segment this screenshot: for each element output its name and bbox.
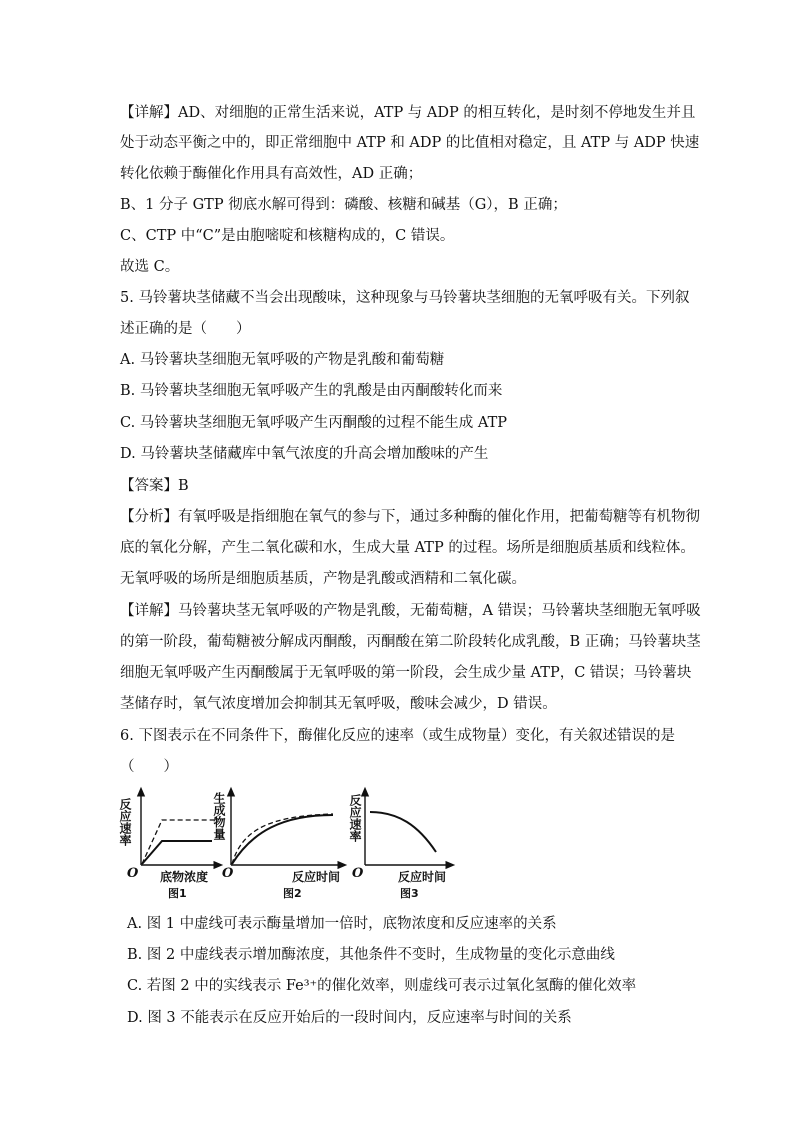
fig3-curve bbox=[370, 812, 436, 852]
explanation-line-2: 处于动态平衡之中的，即正常细胞中 ATP 和 ADP 的比值相对稳定，且 ATP 与 ADP 快速 bbox=[120, 135, 700, 151]
fig3-x-label: 反应时间 bbox=[398, 870, 447, 884]
q6-option-b: B. 图 2 中虚线表示增加酶浓度，其他条件不变时，生成物量的变化示意曲线 bbox=[127, 947, 615, 963]
fig1-caption: 图1 bbox=[168, 887, 187, 900]
q5-detail-line-3: 细胞无氧呼吸产生丙酮酸属于无氧呼吸的第一阶段，会生成少量 ATP，C 错误；马铃薯块 bbox=[120, 665, 692, 681]
fig3-origin: O bbox=[352, 866, 364, 881]
q5-stem-line-2: 述正确的是（ ） bbox=[120, 321, 251, 337]
explanation-line-6: 故选 C。 bbox=[120, 259, 180, 275]
fig2-dashed-curve bbox=[232, 814, 333, 864]
fig2-y-label: 生成物量 bbox=[212, 792, 226, 840]
fig1-x-label: 底物浓度 bbox=[160, 870, 209, 884]
q5-option-d: D. 马铃薯块茎储藏库中氧气浓度的升高会增加酸味的产生 bbox=[120, 446, 489, 462]
fig2-origin: O bbox=[222, 866, 234, 881]
fig2-x-label: 反应时间 bbox=[292, 870, 341, 884]
q5-detail-line-2: 的第一阶段，葡萄糖被分解成丙酮酸，丙酮酸在第二阶段转化成乳酸，B 正确；马铃薯块茎 bbox=[120, 634, 701, 650]
q5-detail-line-4: 茎储存时，氧气浓度增加会抑制其无氧呼吸，酸味会减少，D 错误。 bbox=[120, 696, 557, 712]
fig2-solid-curve bbox=[232, 815, 333, 864]
q6-stem-line-1: 6. 下图表示在不同条件下，酶催化反应的速率（或生成物量）变化，有关叙述错误的是 bbox=[120, 728, 675, 744]
q5-option-c: C. 马铃薯块茎细胞无氧呼吸产生丙酮酸的过程不能生成 ATP bbox=[120, 415, 508, 431]
q5-answer: 【答案】B bbox=[120, 478, 189, 494]
q6-stem-line-2: （ ） bbox=[120, 759, 178, 775]
q5-analysis-line-1: 【分析】有氧呼吸是指细胞在氧气的参与下，通过多种酶的催化作用，把葡萄糖等有机物彻 bbox=[120, 509, 700, 525]
q5-detail-line-1: 【详解】马铃薯块茎无氧呼吸的产物是乳酸，无葡萄糖，A 错误；马铃薯块茎细胞无氧呼吸 bbox=[120, 603, 701, 619]
q6-option-d: D. 图 3 不能表示在反应开始后的一段时间内，反应速率与时间的关系 bbox=[127, 1010, 572, 1026]
fig1-solid-curve bbox=[142, 841, 212, 864]
q5-option-a: A. 马铃薯块茎细胞无氧呼吸的产物是乳酸和葡萄糖 bbox=[120, 352, 445, 368]
explanation-line-1: 【详解】AD、对细胞的正常生活来说，ATP 与 ADP 的相互转化，是时刻不停地发生并且 bbox=[120, 105, 696, 121]
q5-analysis-line-2: 底的氧化分解，产生二氧化碳和水，生成大量 ATP 的过程。场所是细胞质基质和线粒体。 bbox=[120, 540, 695, 556]
explanation-line-4: B、1 分子 GTP 彻底水解可得到：磷酸、核糖和碱基（G），B 正确； bbox=[120, 197, 567, 213]
fig3-caption: 图3 bbox=[400, 887, 419, 900]
fig3-y-label: 反应速率 bbox=[348, 794, 362, 842]
q6-option-a: A. 图 1 中虚线可表示酶量增加一倍时，底物浓度和反应速率的关系 bbox=[127, 916, 557, 932]
q5-stem-line-1: 5. 马铃薯块茎储藏不当会出现酸味，这种现象与马铃薯块茎细胞的无氧呼吸有关。下列叙 bbox=[120, 290, 690, 306]
explanation-line-3: 转化依赖于酶催化作用具有高效性，AD 正确； bbox=[120, 166, 423, 182]
q6-option-c: C. 若图 2 中的实线表示 Fe³⁺的催化效率，则虚线可表示过氧化氢酶的催化效率 bbox=[127, 978, 637, 994]
fig1-origin: O bbox=[127, 866, 139, 881]
fig2-caption: 图2 bbox=[283, 887, 302, 900]
fig1-y-label: 反应速率 bbox=[118, 798, 132, 846]
q5-option-b: B. 马铃薯块茎细胞无氧呼吸产生的乳酸是由丙酮酸转化而来 bbox=[120, 383, 503, 399]
explanation-line-5: C、CTP 中“C”是由胞嘧啶和核糖构成的，C 错误。 bbox=[120, 228, 455, 244]
q5-analysis-line-3: 无氧呼吸的场所是细胞质基质，产物是乳酸或酒精和二氧化碳。 bbox=[120, 571, 526, 587]
